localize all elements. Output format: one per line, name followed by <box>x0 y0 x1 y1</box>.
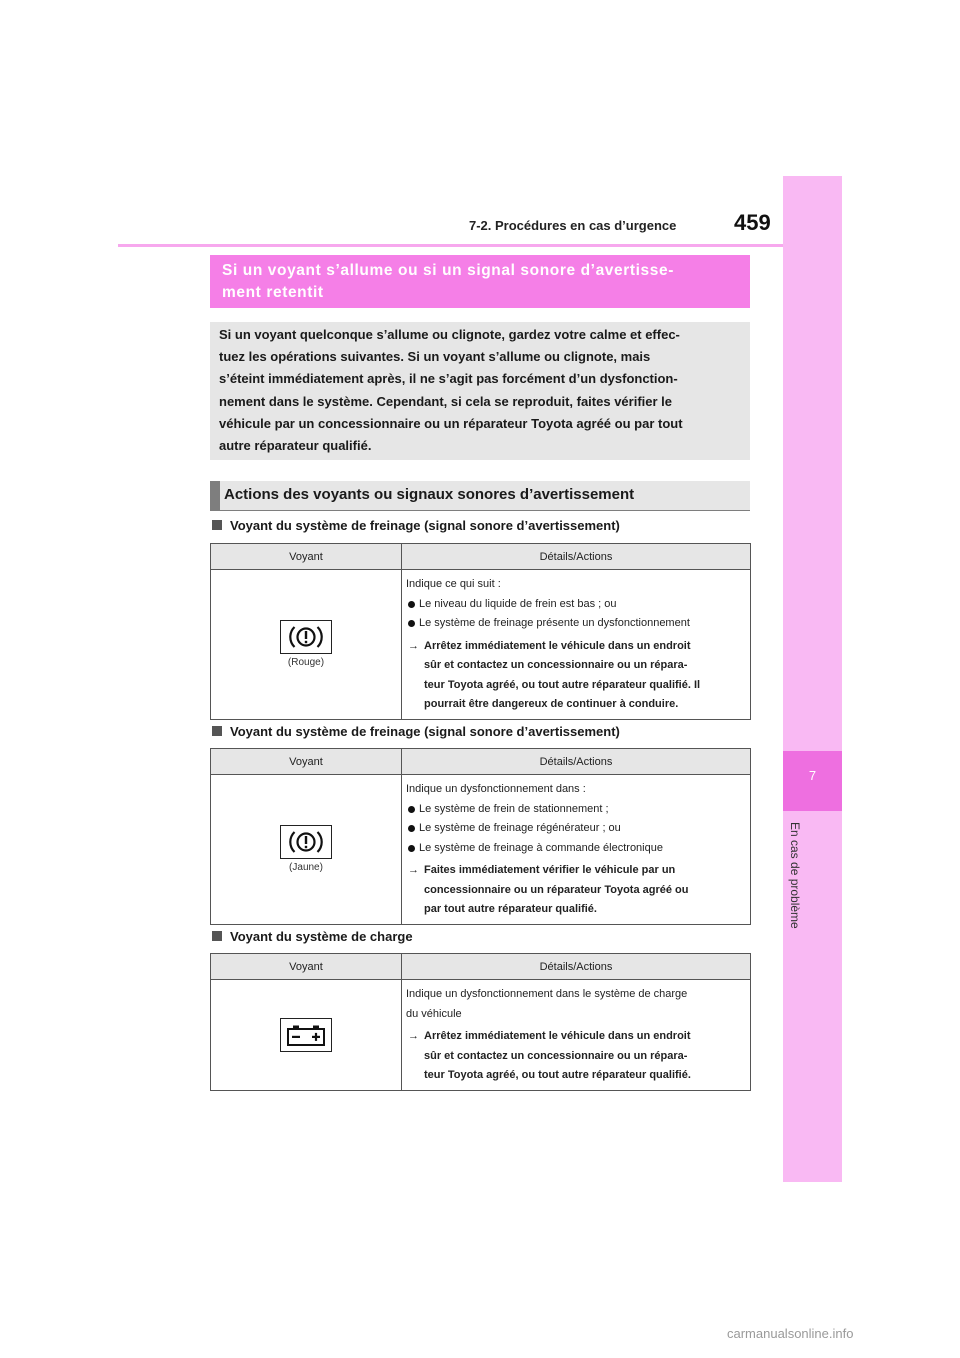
arrow-icon: → <box>408 639 419 652</box>
intro-line: s’éteint immédiatement après, il ne s’agit pas forcément d’un dysfonction- <box>219 371 678 387</box>
subheading-charging <box>212 929 413 944</box>
details-bullet: Le niveau du liquide de frein est bas ; ou <box>406 595 746 615</box>
square-bullet-icon <box>212 520 222 530</box>
square-bullet-icon <box>212 931 222 941</box>
details-cell <box>402 570 751 720</box>
chapter-side-tab <box>783 176 842 1182</box>
icon-cell <box>211 570 402 720</box>
subheading-text: Voyant du système de freinage (signal sonore d’avertissement) <box>230 724 620 739</box>
icon-color-caption: (Rouge) <box>287 657 325 669</box>
details-cell <box>402 775 751 925</box>
chapter-side-label: En cas de problème <box>788 822 802 929</box>
details-bullet: Le système de freinage régénérateur ; ou <box>406 819 746 839</box>
warning-table-brake-red <box>210 543 751 720</box>
battery-icon <box>280 1018 332 1052</box>
arrow-icon: → <box>408 1030 419 1042</box>
action-line: sûr et contactez un concessionnaire ou un répara- <box>424 659 688 671</box>
header-details: Détails/Actions <box>402 544 751 570</box>
icon-color-caption: (Jaune) <box>289 862 323 874</box>
details-intro: Indique un dysfonctionnement dans : <box>406 783 586 795</box>
arrow-icon: → <box>408 864 419 876</box>
details-bullet: Le système de freinage à commande électronique <box>406 839 746 859</box>
subheading-text: Voyant du système de freinage (signal sonore d’avertissement) <box>230 518 620 533</box>
page-number: 459 <box>734 210 771 235</box>
icon-cell <box>211 980 402 1091</box>
brake-warning-icon <box>280 825 332 859</box>
subheading-brake-red <box>212 518 620 533</box>
header-details: Détails/Actions <box>402 749 751 775</box>
chapter-number: 7 <box>808 768 817 783</box>
section-title-line: Si un voyant s’allume ou si un signal sonore d’avertisse- <box>222 262 674 279</box>
details-intro: Indique ce qui suit : <box>406 578 501 590</box>
icon-cell <box>211 775 402 925</box>
header-details: Détails/Actions <box>402 954 751 980</box>
section-heading <box>210 481 750 511</box>
watermark: carmanualsonline.info <box>727 1326 854 1341</box>
warning-table-brake-yellow <box>210 748 751 925</box>
warning-table-charging <box>210 953 751 1091</box>
section-heading-text: Actions des voyants ou signaux sonores d’avertissement <box>224 486 635 503</box>
action-line: → Arrêtez immédiatement le véhicule dans un endroit <box>406 1027 746 1047</box>
details-bullet: Le système de freinage présente un dysfonctionnement <box>406 614 746 634</box>
action-line: → Arrêtez immédiatement le véhicule dans un endroit <box>406 637 746 657</box>
intro-line: tuez les opérations suivantes. Si un voyant s’allume ou clignote, mais <box>219 349 651 365</box>
action-line: teur Toyota agréé, ou tout autre réparateur qualifié. Il <box>424 678 701 691</box>
header-voyant: Voyant <box>211 954 402 980</box>
section-title-line: ment retentit <box>222 284 324 301</box>
intro-line: Si un voyant quelconque s’allume ou clignote, gardez votre calme et effec- <box>219 327 680 342</box>
action-line: pourrait être dangereux de continuer à conduire. <box>424 698 679 710</box>
brake-warning-icon <box>280 620 332 654</box>
subheading-brake-yellow <box>212 724 620 739</box>
section-title-box <box>210 255 750 308</box>
intro-line: véhicule par un concessionnaire ou un réparateur Toyota agréé ou par tout <box>219 415 683 431</box>
header-voyant: Voyant <box>211 544 402 570</box>
details-cell <box>402 980 751 1091</box>
subheading-text: Voyant du système de charge <box>230 929 413 944</box>
intro-box <box>210 322 750 460</box>
intro-line: nement dans le système. Cependant, si cela se reproduit, faites vérifier le <box>219 393 673 409</box>
chapter-title: 7-2. Procédures en cas d’urgence <box>469 218 677 233</box>
action-line: concessionnaire ou un réparateur Toyota agréé ou <box>424 883 689 896</box>
header-rule <box>118 244 783 247</box>
details-bullet: Le système de frein de stationnement ; <box>406 800 746 820</box>
details-intro: Indique un dysfonctionnement dans le système de charge <box>406 988 688 1000</box>
action-line: par tout autre réparateur qualifié. <box>424 903 597 915</box>
details-intro: du véhicule <box>406 1007 462 1020</box>
intro-line: autre réparateur qualifié. <box>219 438 372 454</box>
header-voyant: Voyant <box>211 749 402 775</box>
square-bullet-icon <box>212 726 222 736</box>
action-line: teur Toyota agréé, ou tout autre réparateur qualifié. <box>424 1069 691 1081</box>
action-line: → Faites immédiatement vérifier le véhicule par un <box>406 861 746 881</box>
action-line: sûr et contactez un concessionnaire ou un répara- <box>424 1049 688 1062</box>
